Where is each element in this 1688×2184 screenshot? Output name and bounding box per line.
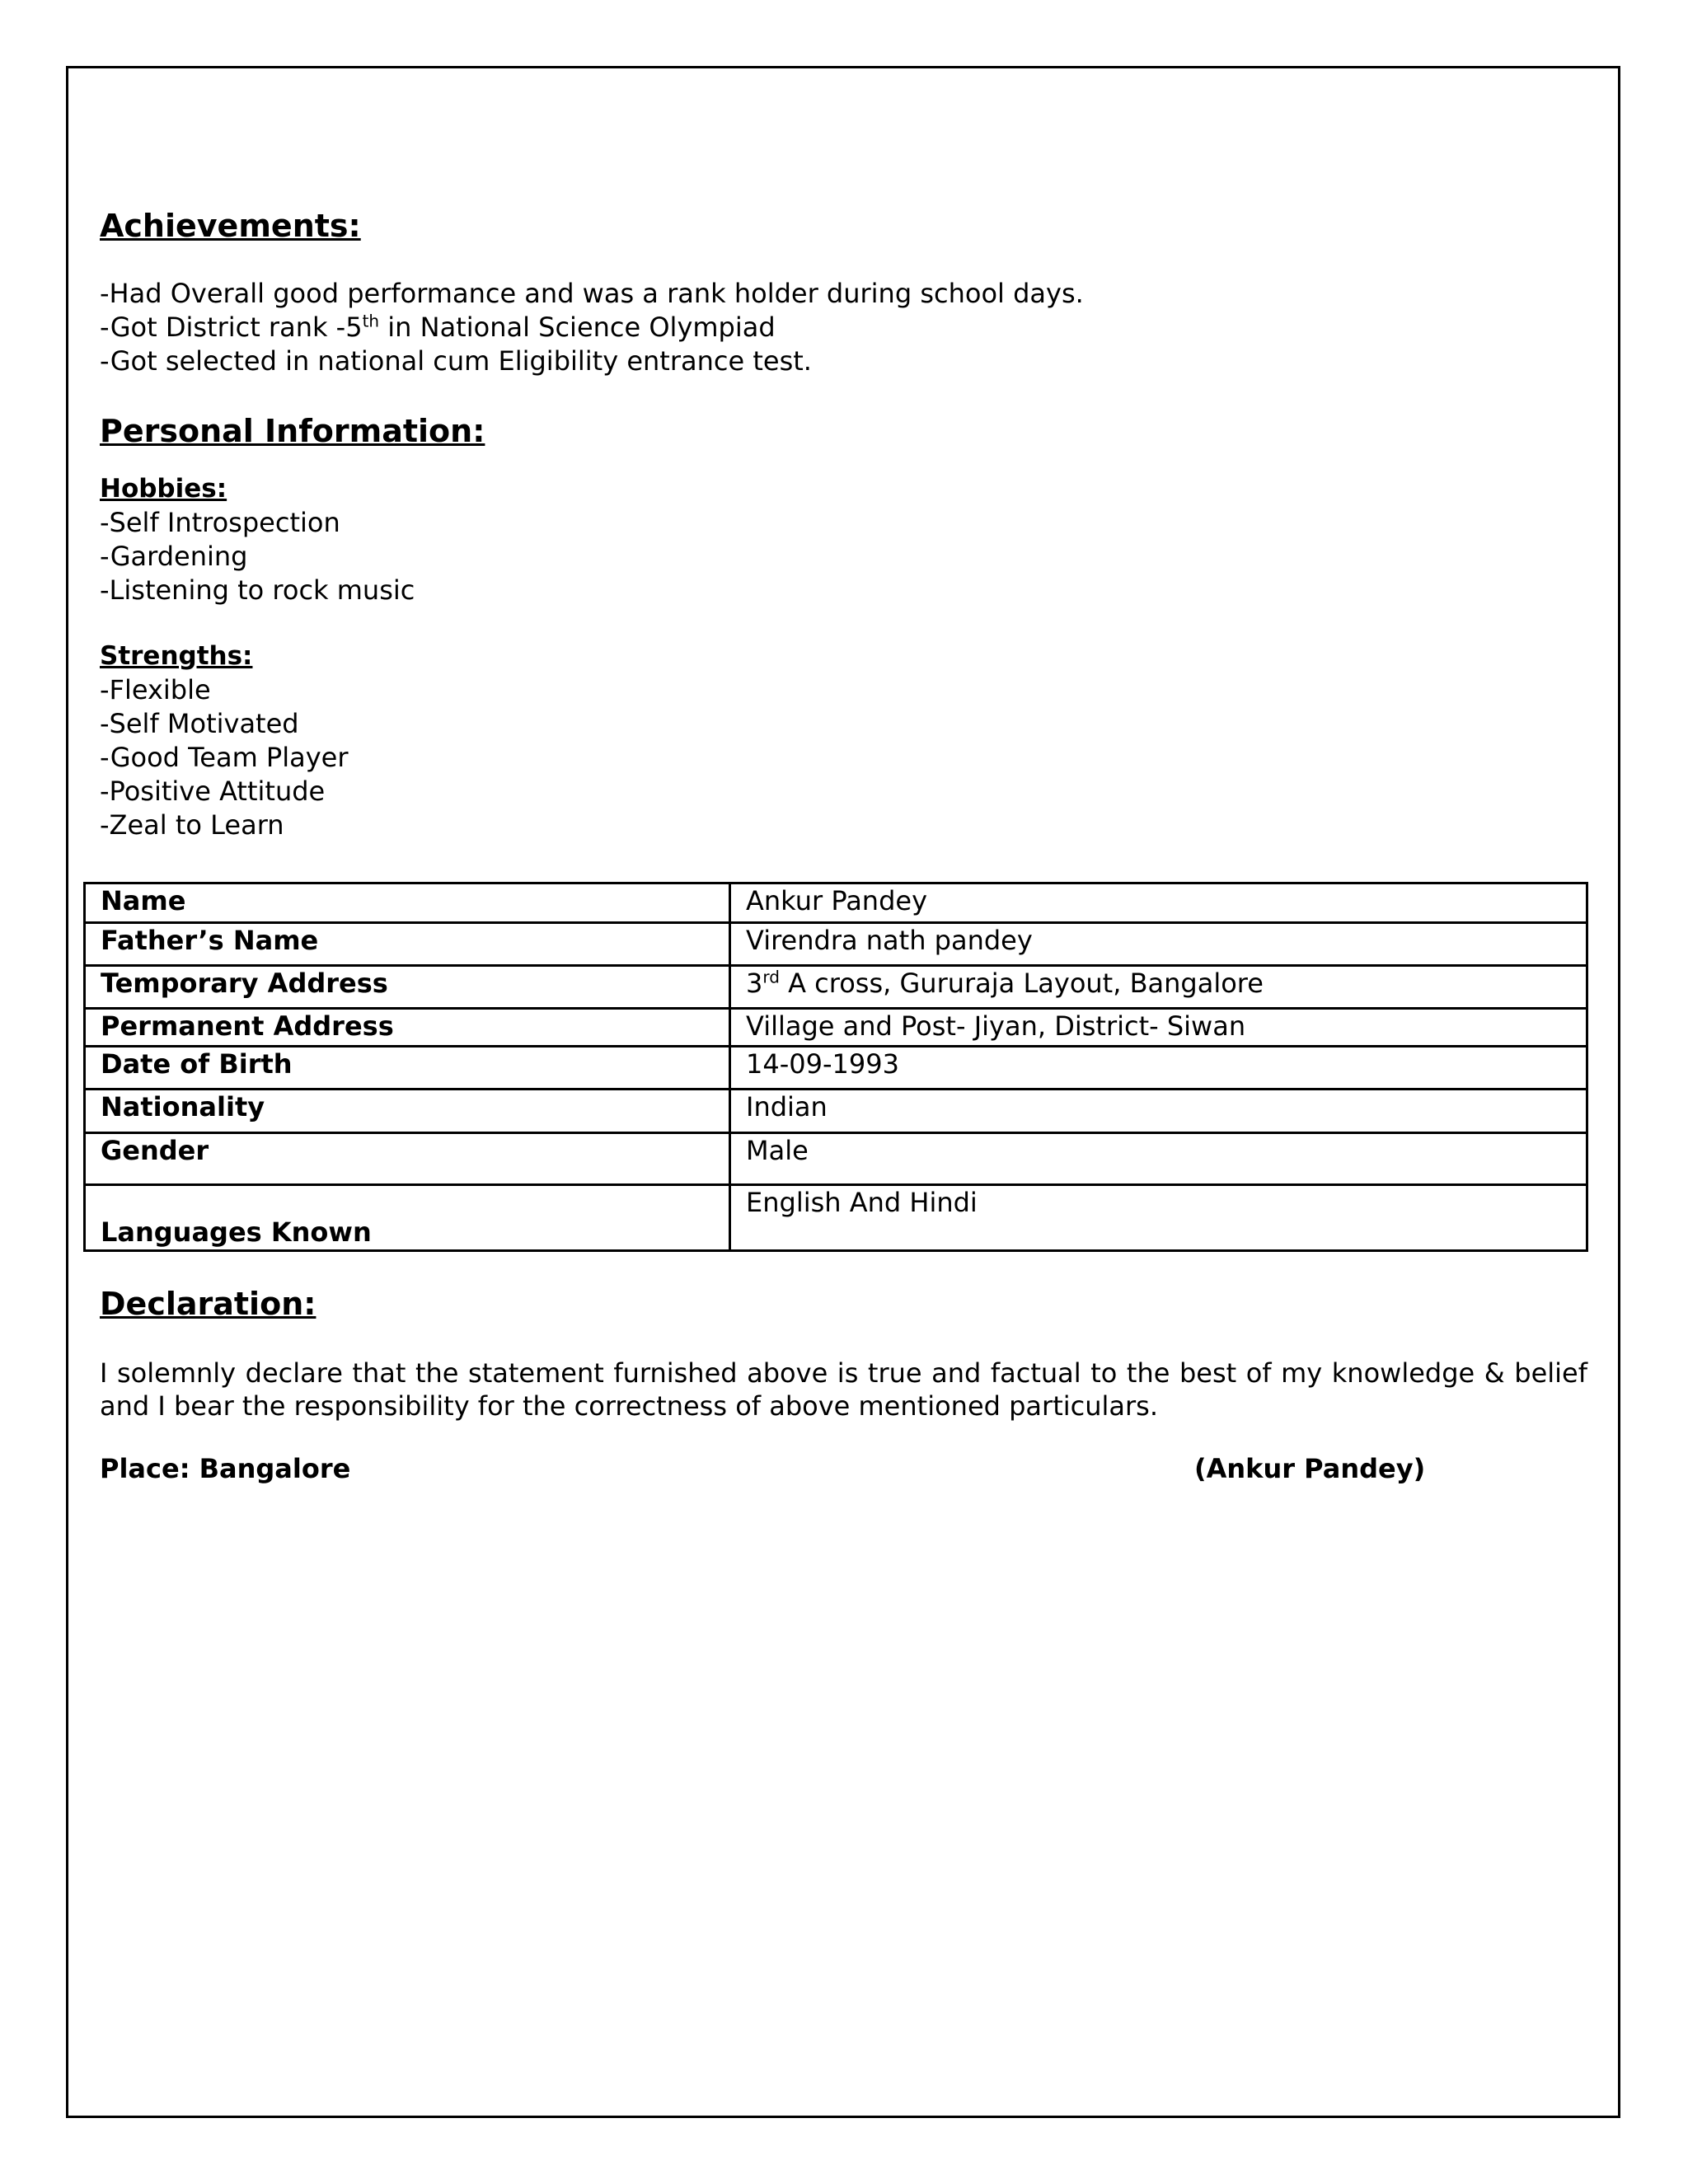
strength-item: -Flexible <box>100 674 211 705</box>
achievement-item-2-suffix: in National Science Olympiad <box>379 312 776 343</box>
table-label: Date of Birth <box>85 1047 730 1090</box>
table-row <box>85 1047 1587 1090</box>
achievement-item-3: -Got selected in national cum Eligibility entrance test. <box>100 345 812 377</box>
table-label: Temporary Address <box>85 966 730 1009</box>
table-row <box>85 923 1587 966</box>
table-row <box>85 1090 1587 1133</box>
place-label: Place: Bangalore <box>100 1453 351 1484</box>
hobby-item: -Self Introspection <box>100 507 340 538</box>
table-row <box>85 1185 1587 1251</box>
address-text: A cross, Gururaja Layout, Bangalore <box>779 968 1264 999</box>
signature-row <box>100 1451 1587 1487</box>
strengths-heading: Strengths: <box>100 641 253 671</box>
achievement-item-1: -Had Overall good performance and was a rank holder during school days. <box>100 278 1084 309</box>
achievements-heading: Achievements: <box>100 208 361 244</box>
table-label: Name <box>85 883 730 923</box>
table-value: Indian <box>730 1090 1587 1133</box>
table-label: Nationality <box>85 1090 730 1133</box>
table-row <box>85 1133 1587 1185</box>
achievement-item-2-text: -Got District rank -5 <box>100 312 363 343</box>
strength-item: -Zeal to Learn <box>100 809 284 841</box>
table-row <box>85 883 1587 923</box>
hobby-item: -Listening to rock music <box>100 574 415 606</box>
achievement-item-2-sup: th <box>362 311 380 331</box>
table-label: Permanent Address <box>85 1009 730 1047</box>
table-value <box>730 966 1587 1009</box>
address-number: 3 <box>746 968 763 999</box>
table-label: Father’s Name <box>85 923 730 966</box>
resume-content <box>100 204 1587 842</box>
strength-item: -Positive Attitude <box>100 776 326 807</box>
declaration-section <box>100 1282 1587 1487</box>
signature-name: (Ankur Pandey) <box>1194 1453 1426 1484</box>
table-value: 14-09-1993 <box>730 1047 1587 1090</box>
table-value: English And Hindi <box>730 1185 1587 1251</box>
hobby-item: -Gardening <box>100 541 248 572</box>
table-label: Languages Known <box>85 1185 730 1251</box>
table-value: Virendra nath pandey <box>730 923 1587 966</box>
personal-details-table <box>83 882 1588 1252</box>
table-value: Village and Post- Jiyan, District- Siwan <box>730 1009 1587 1047</box>
personal-information-heading: Personal Information: <box>100 413 485 449</box>
address-number-sup: rd <box>762 967 780 987</box>
declaration-text: I solemnly declare that the statement furnished above is true and factual to the best of my knowledge & belief and I bear the responsibility for the correctness of above mentioned particulars. <box>100 1357 1587 1422</box>
strength-item: -Self Motivated <box>100 708 299 739</box>
strength-item: -Good Team Player <box>100 742 349 773</box>
achievement-item-2 <box>100 311 1587 344</box>
hobbies-heading: Hobbies: <box>100 474 227 504</box>
table-value: Male <box>730 1133 1587 1185</box>
declaration-heading: Declaration: <box>100 1286 316 1322</box>
table-value: Ankur Pandey <box>730 883 1587 923</box>
table-row <box>85 966 1587 1009</box>
table-row <box>85 1009 1587 1047</box>
table-label: Gender <box>85 1133 730 1185</box>
